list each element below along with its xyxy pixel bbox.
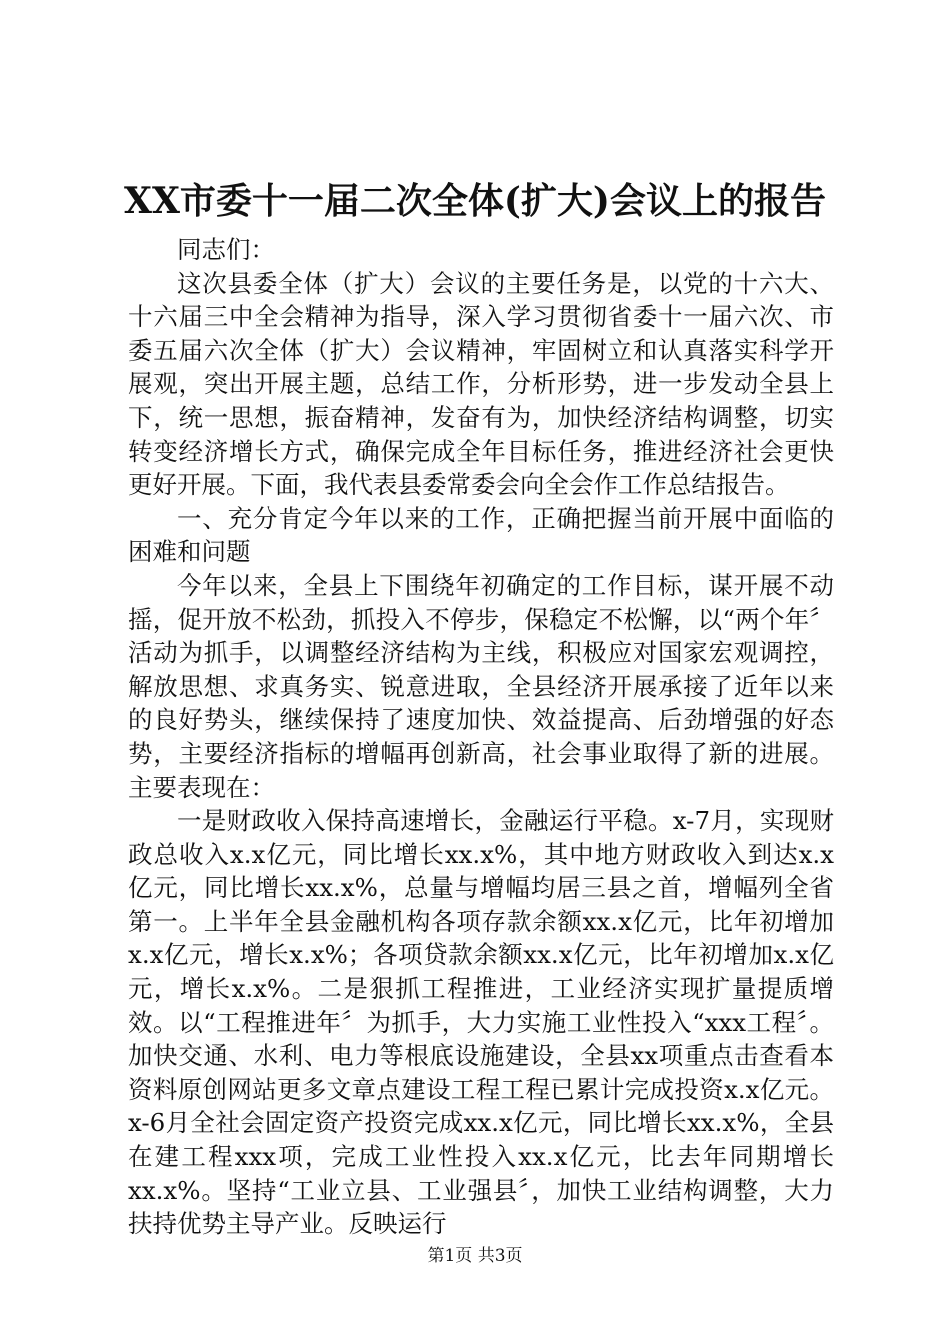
- details-paragraph: 一是财政收入保持高速增长，金融运行平稳。x-7月，实现财政总收入x.x亿元，同比增长xx.x%，其中地方财政收入到达x.x亿元，同比增长xx.x%，总量与增幅均居三县之首，增幅列全省第一。上半年全县金融机构各项存款余额xx.x亿元，比年初增加x.x亿元，增长x.x%；各项贷款余额xx.x亿元，比年初增加x.x亿元，增长x.x%。二是狠抓工程推进，工业经济实现扩量提质增效。以“工程推进年〞为抓手，大力实施工业性投入“xxx工程〞。加快交通、水利、电力等根底设施建设，全县xx项重点击查看本资料原创网站更多文章点建设工程工程已累计完成投资x.x亿元。x-6月全社会固定资产投资完成xx.x亿元，同比增长xx.x%，全县在建工程xxx项，完成工业性投入xx.x亿元，比去年同期增长xx.x%。坚持“工业立县、工业强县〞，加快工业结构调整，大力扶持优势主导产业。反映运行: [128, 806, 834, 1239]
- document-title: XX市委十一届二次全体(扩大)会议上的报告: [124, 180, 826, 222]
- section-heading-paragraph: 一、充分肯定今年以来的工作，正确把握当前开展中面临的困难和问题: [128, 503, 834, 567]
- intro-paragraph: 这次县委全体（扩大）会议的主要任务是，以党的十六大、十六届三中全会精神为指导，深入学习贯彻省委十一届六次、市委五届六次全体（扩大）会议精神，牢固树立和认真落实科学开展观，突出开展主题，总结工作，分析形势，进一步发动全县上下，统一思想，振奋精神，发奋有为，加快经济结构调整，切实转变经济增长方式，确保完成全年目标任务，推进经济社会更快更好开展。下面，我代表县委常委会向全会作工作总结报告。: [128, 268, 834, 500]
- document-body: [128, 233, 834, 1241]
- salutation-paragraph: 同志们：: [177, 235, 275, 264]
- page-footer: 第1页 共3页: [427, 1246, 523, 1266]
- overview-paragraph: 今年以来，全县上下围绕年初确定的工作目标，谋开展不动摇，促开放不松劲，抓投入不停步，保稳定不松懈，以“两个年〞活动为抓手，以调整经济结构为主线，积极应对国家宏观调控，解放思想、求真务实、锐意进取，全县经济开展承接了近年以来的良好势头，继续保持了速度加快、效益提高、后劲增强的好态势，主要经济指标的增幅再创新高，社会事业取得了新的进展。主要表现在：: [128, 570, 834, 802]
